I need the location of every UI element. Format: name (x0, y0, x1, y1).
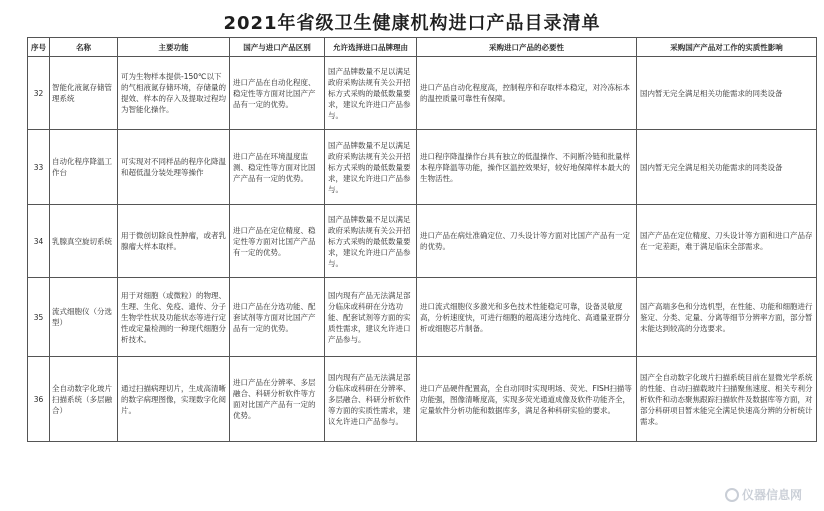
row-function: 用于对细胞（或微粒）的物理、生理、生化、免疫、遗传、分子生物学性状及功能状态等进行定性或定量检测的一种现代细胞分析技术。 (118, 278, 230, 357)
row-no: 36 (28, 357, 50, 442)
row-function: 用于微创切除良性肿瘤，或者乳腺瘤大样本取样。 (118, 205, 230, 278)
row-name: 自动化程序降温工作台 (50, 130, 118, 205)
row-necessity: 进口程序降温操作台具有独立的低温操作、不间断冷链和批量样本程序降温等功能，操作区温控效果好，较好地保障样本最大的生物活性。 (417, 130, 637, 205)
table-header-row (28, 38, 817, 57)
table-row (28, 205, 817, 278)
row-reason: 国产品牌数量不足以满足政府采购法规有关公开招标方式采购的最低数量要求，建议允许进口产品参与。 (325, 205, 417, 278)
row-function: 通过扫描病理切片，生成高清晰的数字病理图像，实现数字化阅片。 (118, 357, 230, 442)
row-impact: 国内暂无完全满足相关功能需求的同类设备 (637, 130, 817, 205)
row-difference: 进口产品在自动化程度、稳定性等方面对比国产产品有一定的优势。 (230, 57, 325, 130)
row-necessity: 进口流式细胞仪多激光和多色技术性能稳定可靠，设备灵敏度高，分析速度快，可进行细胞的超高速分选纯化、高通量亚群分析或细胞芯片制备。 (417, 278, 637, 357)
row-reason: 国产品牌数量不足以满足政府采购法规有关公开招标方式采购的最低数量要求，建议允许进口产品参与。 (325, 130, 417, 205)
header-impact: 采购国产产品对工作的实质性影响 (637, 38, 817, 57)
table-row (28, 357, 817, 442)
row-no: 34 (28, 205, 50, 278)
row-function: 可实现对不同样品的程序化降温和超低温分装处理等操作 (118, 130, 230, 205)
header-necessity: 采购进口产品的必要性 (417, 38, 637, 57)
row-no: 35 (28, 278, 50, 357)
row-difference: 进口产品在定位精度、稳定性等方面对比国产产品有一定的优势。 (230, 205, 325, 278)
row-necessity: 进口产品在病灶准确定位、刀头设计等方面对比国产产品有一定的优势。 (417, 205, 637, 278)
row-difference: 进口产品在环境温度监测、稳定性等方面对比国产产品有一定的优势。 (230, 130, 325, 205)
row-name: 智能化液氮存储管理系统 (50, 57, 118, 130)
row-name: 流式细胞仪（分选型） (50, 278, 118, 357)
table-row (28, 278, 817, 357)
row-reason: 国内现有产品无法满足部分临床或科研在分选功能、配套试剂等方面的实质性需求，建议允许进口产品参与。 (325, 278, 417, 357)
header-function: 主要功能 (118, 38, 230, 57)
header-name: 名称 (50, 38, 118, 57)
catalog-table (27, 37, 817, 442)
header-difference: 国产与进口产品区别 (230, 38, 325, 57)
row-function: 可为生物样本提供-150℃以下的气相液氮存储环境，存储量的提效、样本的存入及提取过程均为智能化操作。 (118, 57, 230, 130)
header-no: 序号 (28, 38, 50, 57)
row-impact: 国产全自动数字化玻片扫描系统目前在显微光学系统的性能、自动扫描载玻片扫描聚焦速度、相关专利分析软件和动态聚焦跟踪扫描软件及数据库等方面，对部分科研项目暂未能完全满足快速高分辨的分析统计需求。 (637, 357, 817, 442)
row-necessity: 进口产品自动化程度高，控制程序和存取样本稳定，对冷冻标本的温控质量可靠性有保障。 (417, 57, 637, 130)
row-name: 乳腺真空旋切系统 (50, 205, 118, 278)
row-impact: 国产高端多色和分选机型，在性能、功能和细胞进行鉴定、分类、定量、分离等细节分辨率方面，部分暂未能达到较高的分选要求。 (637, 278, 817, 357)
row-reason: 国内现有产品无法满足部分临床或科研在分辨率、多层融合、科研分析软件等方面的实质性需求，建议允许进口产品参与。 (325, 357, 417, 442)
watermark-logo-icon (725, 488, 739, 502)
row-impact: 国产产品在定位精度、刀头设计等方面和进口产品存在一定差距，难于满足临床全部需求。 (637, 205, 817, 278)
row-difference: 进口产品在分选功能、配套试剂等方面对比国产产品有一定的优势。 (230, 278, 325, 357)
row-no: 32 (28, 57, 50, 130)
page-title: 2021年省级卫生健康机构进口产品目录清单 (223, 13, 601, 34)
header-reason: 允许选择进口品牌理由 (325, 38, 417, 57)
table-row (28, 130, 817, 205)
row-name: 全自动数字化玻片扫描系统（多层融合） (50, 357, 118, 442)
watermark (725, 486, 802, 503)
row-difference: 进口产品在分辨率、多层融合、科研分析软件等方面对比国产产品有一定的优势。 (230, 357, 325, 442)
row-no: 33 (28, 130, 50, 205)
row-necessity: 进口产品硬件配置高，全自动同时实现明场、荧光、FISH扫描等功能强，图像清晰度高，实现多荧光通道成像及软件功能齐全，定量软件分析功能和数据库多，满足各种科研实验的要求。 (417, 357, 637, 442)
row-reason: 国产品牌数量不足以满足政府采购法规有关公开招标方式采购的最低数量要求，建议允许进口产品参与。 (325, 57, 417, 130)
row-impact: 国内暂无完全满足相关功能需求的同类设备 (637, 57, 817, 130)
table-row (28, 57, 817, 130)
watermark-text: 仪器信息网 (741, 488, 802, 502)
